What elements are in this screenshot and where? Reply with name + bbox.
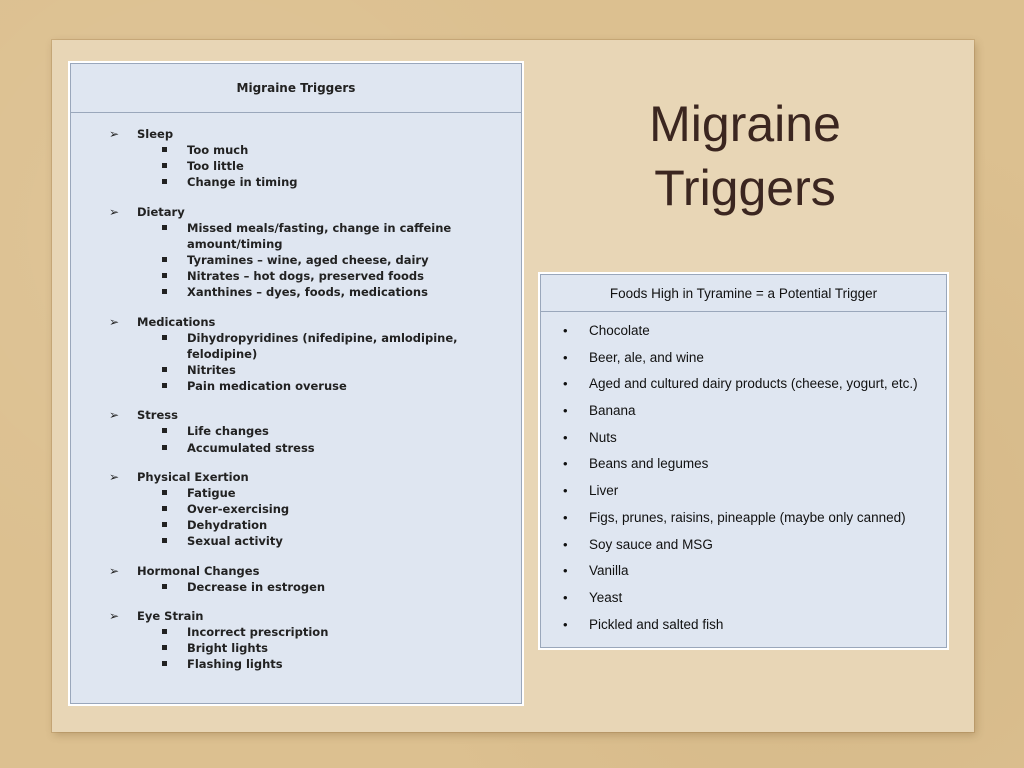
arrow-bullet-icon: ➢ xyxy=(109,408,120,423)
food-item-label: Aged and cultured dairy products (cheese, yogurt, etc.) xyxy=(589,376,918,392)
trigger-item-label: Missed meals/fasting, change in caffeine amount/timing xyxy=(187,220,452,251)
trigger-item xyxy=(187,440,477,456)
square-bullet-icon xyxy=(162,257,167,262)
trigger-section-title xyxy=(109,204,521,220)
bullet-icon: • xyxy=(563,589,568,605)
bullet-icon: • xyxy=(563,509,568,525)
slide-title-line: Triggers xyxy=(654,160,836,216)
arrow-bullet-icon: ➢ xyxy=(109,127,120,141)
food-item xyxy=(541,612,946,639)
trigger-item xyxy=(187,533,477,549)
trigger-item-label: Nitrites xyxy=(187,363,236,378)
trigger-section xyxy=(109,126,521,191)
food-item-label: Beans and legumes xyxy=(589,456,709,472)
trigger-section-label: Sleep xyxy=(137,127,174,141)
trigger-section-label: Dietary xyxy=(137,204,185,219)
trigger-item-label: Accumulated stress xyxy=(187,440,315,455)
bullet-icon: • xyxy=(563,563,568,579)
trigger-section-label: Medications xyxy=(137,314,216,329)
food-item xyxy=(541,451,946,478)
arrow-bullet-icon: ➢ xyxy=(109,608,120,623)
square-bullet-icon xyxy=(162,383,167,388)
trigger-item-label: Nitrates – hot dogs, preserved foods xyxy=(187,269,424,284)
trigger-item xyxy=(187,268,477,284)
food-item xyxy=(541,425,946,452)
trigger-item xyxy=(187,485,477,501)
trigger-section-label: Eye Strain xyxy=(137,608,204,623)
trigger-item xyxy=(187,158,477,174)
trigger-section-label: Hormonal Changes xyxy=(137,563,260,578)
bullet-icon: • xyxy=(563,616,568,632)
food-item xyxy=(541,398,946,425)
trigger-section-title xyxy=(109,314,521,330)
trigger-item-label: Decrease in estrogen xyxy=(187,579,326,594)
slide-title-line: Migraine xyxy=(649,96,841,152)
migraine-triggers-table xyxy=(68,61,524,706)
trigger-item xyxy=(187,624,477,640)
bullet-icon: • xyxy=(563,536,568,552)
food-item xyxy=(541,371,946,398)
food-item xyxy=(541,585,946,612)
slide-title xyxy=(600,92,890,220)
square-bullet-icon xyxy=(162,225,167,230)
food-item-label: Liver xyxy=(589,483,619,499)
trigger-section-title xyxy=(109,407,521,423)
food-item xyxy=(541,478,946,505)
slide-title-text xyxy=(600,92,890,220)
square-bullet-icon xyxy=(162,490,167,495)
trigger-item-label: Dihydropyridines (nifedipine, amlodipine, felodipine) xyxy=(187,330,458,361)
bullet-icon: • xyxy=(563,349,568,365)
trigger-item-label: Bright lights xyxy=(187,641,268,656)
trigger-item-label: Xanthines – dyes, foods, medications xyxy=(187,285,428,300)
trigger-item xyxy=(187,362,477,378)
trigger-section xyxy=(109,407,521,455)
trigger-item xyxy=(187,378,477,394)
trigger-section-title xyxy=(109,469,521,485)
trigger-item xyxy=(187,517,477,533)
food-item-label: Beer, ale, and wine xyxy=(589,349,704,365)
bullet-icon: • xyxy=(563,456,568,472)
trigger-section xyxy=(109,608,521,673)
arrow-bullet-icon: ➢ xyxy=(109,204,120,219)
trigger-item xyxy=(187,501,477,517)
trigger-item-label: Incorrect prescription xyxy=(187,624,329,639)
tyramine-foods-heading: Foods High in Tyramine = a Potential Trigger xyxy=(541,275,946,312)
food-item-label: Figs, prunes, raisins, pineapple (maybe only canned) xyxy=(589,509,906,525)
food-item xyxy=(541,318,946,345)
bullet-icon: • xyxy=(563,483,568,499)
trigger-section-label: Physical Exertion xyxy=(137,469,249,484)
square-bullet-icon xyxy=(162,522,167,527)
trigger-item-label: Over-exercising xyxy=(187,502,290,517)
trigger-item-label: Dehydration xyxy=(187,518,268,533)
square-bullet-icon xyxy=(162,445,167,450)
trigger-item-label: Change in timing xyxy=(187,175,298,190)
trigger-item xyxy=(187,220,477,252)
square-bullet-icon xyxy=(162,661,167,666)
trigger-section xyxy=(109,204,521,301)
square-bullet-icon xyxy=(162,289,167,294)
arrow-bullet-icon: ➢ xyxy=(109,563,120,578)
trigger-item xyxy=(187,252,477,268)
bullet-icon: • xyxy=(563,403,568,419)
trigger-section xyxy=(109,563,521,595)
square-bullet-icon xyxy=(162,584,167,589)
trigger-item xyxy=(187,579,477,595)
bullet-icon: • xyxy=(563,376,568,392)
square-bullet-icon xyxy=(162,506,167,511)
food-item-label: Pickled and salted fish xyxy=(589,616,724,632)
trigger-sections xyxy=(71,113,521,672)
square-bullet-icon xyxy=(162,367,167,372)
bullet-icon: • xyxy=(563,429,568,445)
tyramine-foods-table xyxy=(538,272,949,650)
arrow-bullet-icon: ➢ xyxy=(109,314,120,329)
square-bullet-icon xyxy=(162,538,167,543)
trigger-item-label: Sexual activity xyxy=(187,534,283,549)
trigger-section xyxy=(109,314,521,395)
trigger-item-label: Life changes xyxy=(187,424,269,439)
square-bullet-icon xyxy=(162,179,167,184)
food-item-label: Chocolate xyxy=(589,323,650,338)
bullet-icon: • xyxy=(563,323,568,338)
square-bullet-icon xyxy=(162,645,167,650)
food-item-label: Vanilla xyxy=(589,563,629,579)
trigger-item-label: Pain medication overuse xyxy=(187,379,347,394)
trigger-item xyxy=(187,423,477,439)
square-bullet-icon xyxy=(162,629,167,634)
food-item xyxy=(541,345,946,372)
trigger-item-label: Fatigue xyxy=(187,485,236,500)
trigger-section xyxy=(109,469,521,550)
trigger-item xyxy=(187,640,477,656)
trigger-section-title xyxy=(109,126,521,142)
trigger-section-label: Stress xyxy=(137,408,178,423)
trigger-item xyxy=(187,284,477,300)
trigger-item-label: Tyramines – wine, aged cheese, dairy xyxy=(187,253,429,268)
food-item xyxy=(541,505,946,532)
square-bullet-icon xyxy=(162,147,167,152)
square-bullet-icon xyxy=(162,428,167,433)
trigger-item-label: Too much xyxy=(187,143,249,157)
trigger-section-title xyxy=(109,608,521,624)
trigger-item xyxy=(187,656,477,672)
trigger-item xyxy=(187,330,477,362)
trigger-section-title xyxy=(109,563,521,579)
trigger-item xyxy=(187,174,477,190)
square-bullet-icon xyxy=(162,273,167,278)
square-bullet-icon xyxy=(162,163,167,168)
food-item-label: Soy sauce and MSG xyxy=(589,536,713,552)
trigger-item xyxy=(187,142,477,158)
food-item-label: Banana xyxy=(589,403,636,419)
tyramine-foods-list xyxy=(541,312,946,638)
trigger-item-label: Too little xyxy=(187,159,244,174)
food-item-label: Yeast xyxy=(589,589,623,605)
square-bullet-icon xyxy=(162,335,167,340)
food-item xyxy=(541,558,946,585)
trigger-item-label: Flashing lights xyxy=(187,657,283,672)
arrow-bullet-icon: ➢ xyxy=(109,469,120,484)
food-item xyxy=(541,532,946,559)
food-item-label: Nuts xyxy=(589,429,617,445)
migraine-triggers-heading: Migraine Triggers xyxy=(71,64,521,113)
